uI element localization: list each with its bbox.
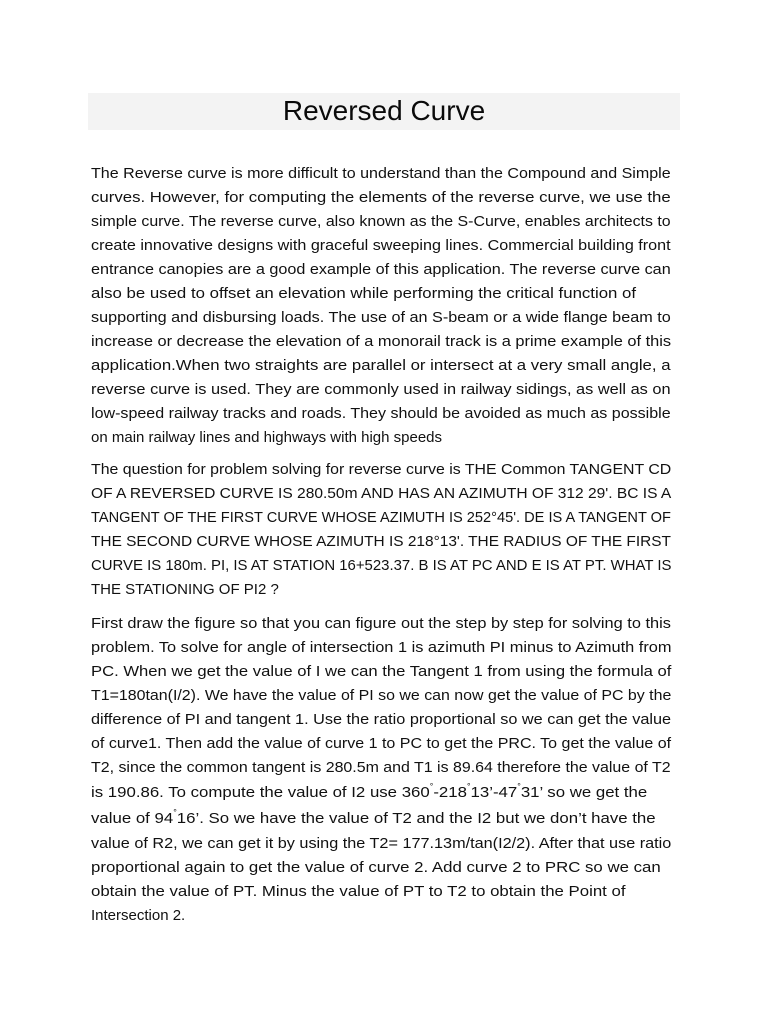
text-line: T2, since the common tangent is 280.5m and T1 is 89.64 therefore the value of T2: [91, 759, 671, 776]
text-segment: 13’-47: [470, 784, 518, 801]
text-line: entrance canopies are a good example of this application. The reverse curve can: [91, 261, 671, 278]
text-line: problem. To solve for angle of intersection 1 is azimuth PI minus to Azimuth from: [91, 639, 672, 656]
paragraph-intro: [91, 162, 681, 450]
text-line: supporting and disbursing loads. The use of an S-beam or a wide flange beam to: [91, 309, 671, 326]
text-segment: 16’. So we have the value of T2 and the I2 but we don’t have the: [176, 810, 656, 827]
text-line: THE STATIONING OF PI2 ?: [91, 581, 279, 598]
text-segment: -218: [433, 784, 467, 801]
text-line: also be used to offset an elevation while performing the critical function of: [91, 285, 637, 302]
text-line: T1=180tan(I/2). We have the value of PI so we can now get the value of PC by the: [91, 687, 672, 704]
degree-mark: °: [173, 808, 177, 817]
text-line: THE SECOND CURVE WHOSE AZIMUTH IS 218°13'. THE RADIUS OF THE FIRST: [91, 533, 671, 550]
text-line: reverse curve is used. They are commonly used in railway sidings, as well as on: [91, 381, 671, 398]
text-line: curves. However, for computing the elements of the reverse curve, we use the: [91, 189, 671, 206]
text-segment: 31’ so we get the: [520, 784, 648, 801]
text-line: The question for problem solving for reverse curve is THE Common TANGENT CD: [91, 461, 672, 478]
text-line: proportional again to get the value of curve 2. Add curve 2 to PRC so we can: [91, 859, 661, 876]
text-line: First draw the figure so that you can figure out the step by step for solving to this: [91, 615, 671, 632]
degree-mark: °: [517, 782, 521, 791]
text-line: CURVE IS 180m. PI, IS AT STATION 16+523.37. B IS AT PC AND E IS AT PT. WHAT IS: [91, 557, 672, 574]
text-line: low-speed railway tracks and roads. They should be avoided as much as possible: [91, 405, 671, 422]
text-line: value of R2, we can get it by using the T2= 177.13m/tan(I2/2). After that use ratio: [91, 835, 672, 852]
paragraph-solution: [91, 612, 681, 928]
paragraph-problem: [91, 458, 681, 602]
degree-mark: °: [429, 782, 434, 791]
text-line: Intersection 2.: [91, 907, 186, 924]
document-title: Reversed Curve: [282, 95, 486, 126]
text-line: PC. When we get the value of I we can the Tangent 1 from using the formula of: [91, 663, 672, 680]
text-line-angles: [91, 780, 752, 806]
text-line: create innovative designs with graceful sweeping lines. Commercial building front: [91, 237, 671, 254]
text-line: application.When two straights are parallel or intersect at a very small angle, a: [91, 357, 671, 374]
text-line: of curve1. Then add the value of curve 1 to PC to get the PRC. To get the value of: [91, 735, 672, 752]
text-line: TANGENT OF THE FIRST CURVE WHOSE AZIMUTH IS 252°45'. DE IS A TANGENT OF: [91, 509, 671, 526]
text-line: OF A REVERSED CURVE IS 280.50m AND HAS AN AZIMUTH OF 312 29'. BC IS A: [91, 485, 672, 502]
text-segment: is 190.86. To compute the value of I2 use 360: [91, 784, 430, 801]
text-line: on main railway lines and highways with high speeds: [91, 429, 443, 446]
text-line: The Reverse curve is more difficult to understand than the Compound and Simple: [91, 165, 671, 182]
degree-mark: °: [466, 782, 471, 791]
text-segment: value of 94: [91, 810, 174, 827]
text-line: difference of PI and tangent 1. Use the ratio proportional so we can get the value: [91, 711, 672, 728]
text-line: increase or decrease the elevation of a monorail track is a prime example of this: [91, 333, 672, 350]
text-line: obtain the value of PT. Minus the value of PT to T2 to obtain the Point of: [91, 883, 626, 900]
text-line: simple curve. The reverse curve, also known as the S-Curve, enables architects to: [91, 213, 671, 230]
text-line-angle-result: [91, 806, 752, 832]
